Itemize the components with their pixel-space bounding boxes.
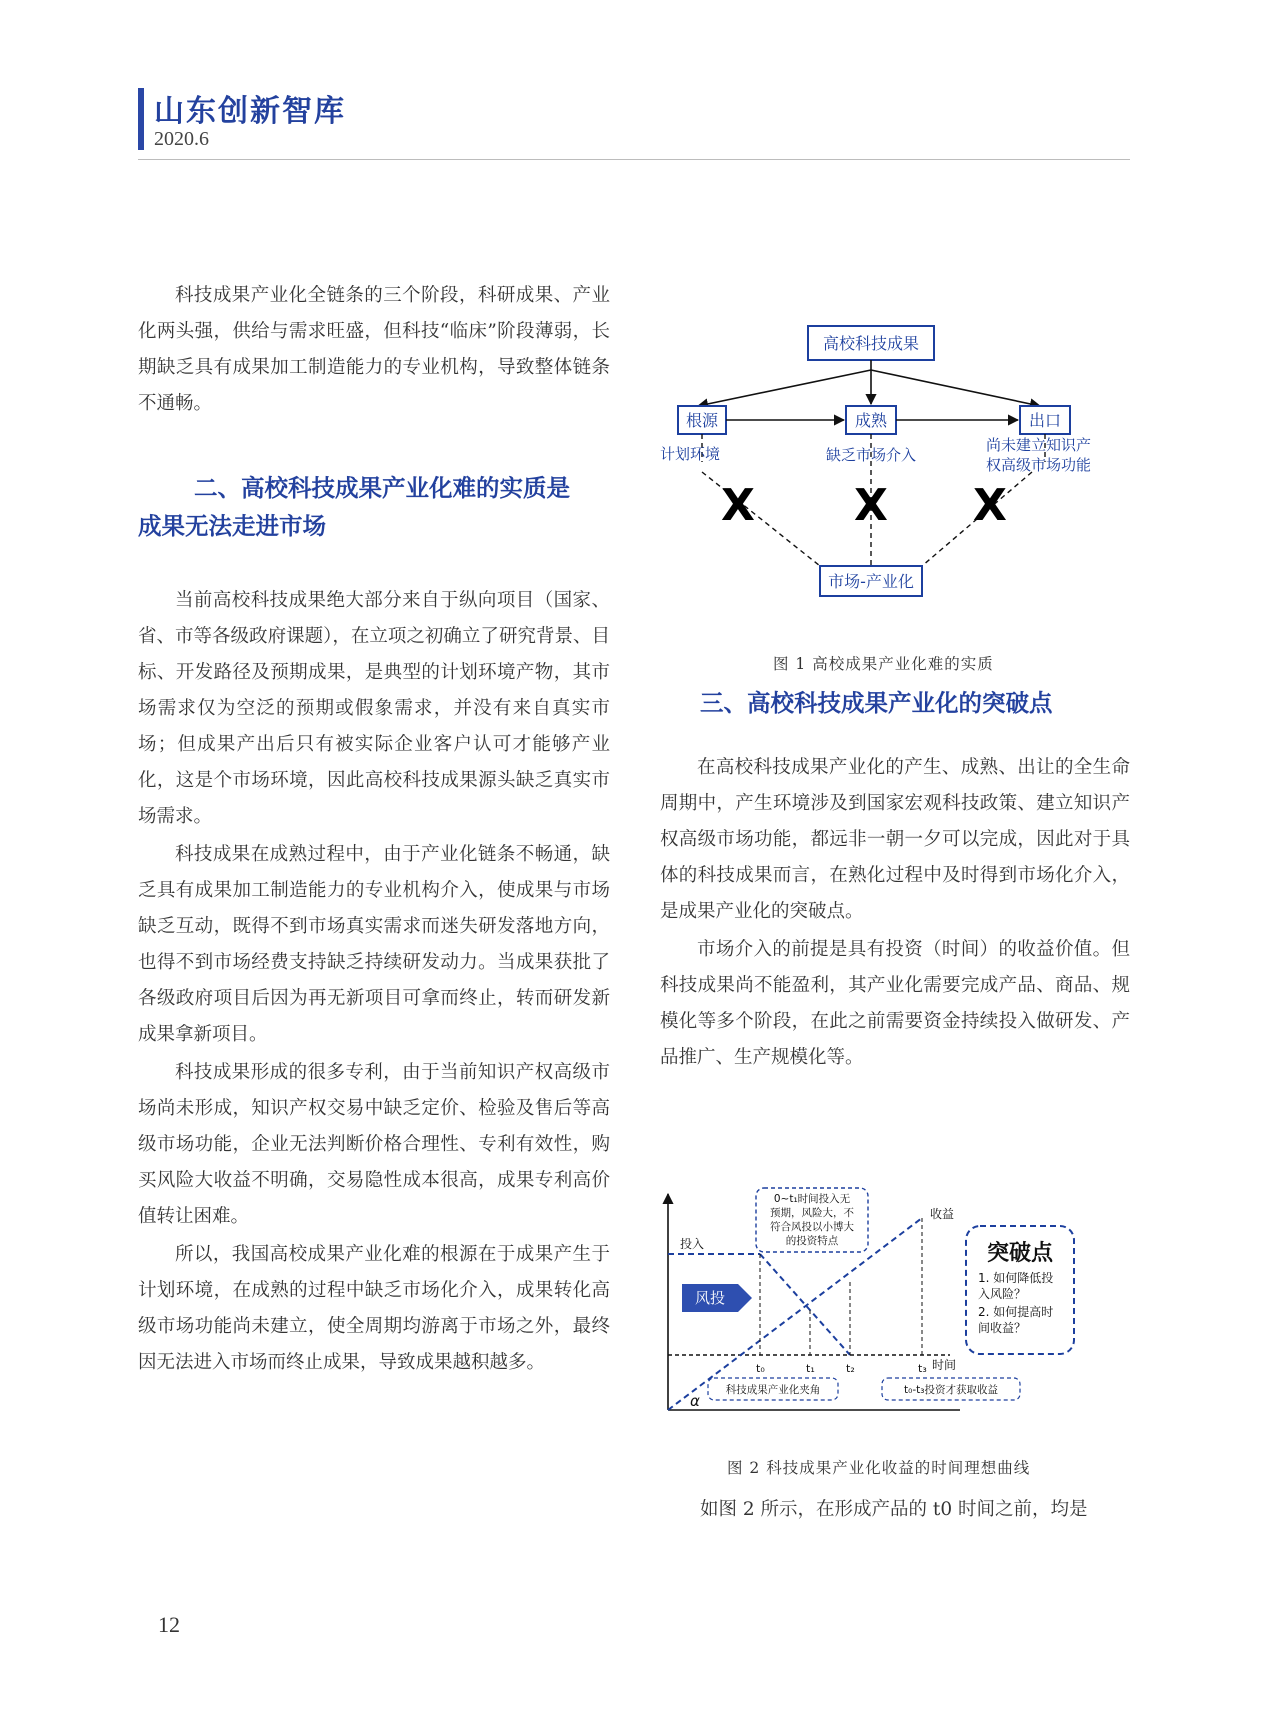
fig2-breakthrough-item: 入风险？ <box>978 1287 1027 1301</box>
section2-heading <box>138 469 618 545</box>
fig2-breakthrough-title: 突破点 <box>986 1241 1054 1266</box>
fig1-label-plan-env: 计划环境 <box>660 445 721 463</box>
section3-heading: 三、高校科技成果产业化的突破点 <box>700 689 1053 717</box>
figure1-diagram <box>660 322 1130 622</box>
paragraph: 市场介入的前提是具有投资（时间）的收益价值。但科技成果尚不能盈利，其产业化需要完成产品、商品、规模化等多个阶段，在此之前需要资金持续投入做研发、产品推广、生产规模化等。 <box>660 939 1130 1068</box>
figure2-caption: 图 2 科技成果产业化收益的时间理想曲线 <box>727 1459 1031 1477</box>
fig2-note-top-line: 0~t₁时间投入无 <box>773 1193 851 1205</box>
fig2-label-investment: 投入 <box>680 1237 705 1251</box>
paragraph: 科技成果形成的很多专利，由于当前知识产权高级市场尚未形成，知识产权交易中缺乏定价、检验及售后等高级市场功能，企业无法判断价格合理性、专利有效性，购买风险大收益不明确，交易隐性成本很高，成果专利高价值转让困难。 <box>138 1062 610 1227</box>
fig2-label-time: 时间 <box>932 1358 957 1372</box>
paragraph: 所以，我国高校成果产业化难的根源在于成果产生于计划环境，在成熟的过程中缺乏市场化介入，成果转化高级市场功能尚未建立，使全周期均游离于市场之外，最终因无法进入市场而终止成果，导致成果越积越多。 <box>138 1244 610 1373</box>
fig2-tick-t1: t₁ <box>806 1362 815 1375</box>
section2-heading-line2: 成果无法走进市场 <box>138 512 326 540</box>
paragraph: 科技成果在成熟过程中，由于产业化链条不畅通，缺乏具有成果加工制造能力的专业机构介入，使成果与市场缺乏互动，既得不到市场真实需求而迷失研发落地方向，也得不到市场经费支持缺乏持续研发动力。当成果获批了各级政府项目后因为再无新项目可拿而终止，转而研发新成果拿新项目。 <box>138 844 610 1045</box>
fig2-angle-note-label: 科技成果产业化夹角 <box>725 1384 821 1396</box>
right-column-last-line: 如图 2 所示，在形成产品的 t0 时间之前，均是 <box>700 1499 1088 1520</box>
right-column-body <box>660 750 1130 1078</box>
header-accent-bar <box>138 88 144 150</box>
fig1-label-lack-market: 缺乏市场介入 <box>826 446 917 464</box>
left-column-body <box>138 583 610 1383</box>
fig1-node-root-label: 根源 <box>685 411 719 430</box>
page-number: 12 <box>158 1612 180 1637</box>
fig2-returns-note-label: t₀-t₃投资才获取收益 <box>904 1384 998 1396</box>
fig2-angle-symbol: α <box>690 1392 700 1410</box>
section2-heading-line1: 二、高校科技成果产业化难的实质是 <box>194 474 570 502</box>
fig2-tick-t2: t₂ <box>846 1362 855 1375</box>
fig1-bottom-box-label: 市场-产业化 <box>828 572 914 591</box>
fig1-cross-mark-left: X <box>721 480 755 531</box>
paragraph: 科技成果产业化全链条的三个阶段，科研成果、产业化两头强，供给与需求旺盛，但科技“临床”阶段薄弱，长期缺乏具有成果加工制造能力的专业机构，导致整体链条不通畅。 <box>138 285 610 414</box>
fig2-breakthrough-item: 1. 如何降低投 <box>978 1271 1054 1285</box>
fig2-tick-t0: t₀ <box>756 1362 765 1375</box>
journal-title: 山东创新智库 <box>154 94 346 129</box>
fig1-top-box-label: 高校科技成果 <box>822 334 920 353</box>
issue-date: 2020.6 <box>154 128 209 150</box>
fig1-cross-mark-right: X <box>973 480 1007 531</box>
fig1-label-ip-line2: 权高级市场功能 <box>986 456 1092 474</box>
fig1-cross-mark-mid: X <box>854 480 888 531</box>
header-divider <box>138 159 1130 160</box>
fig1-node-exit-label: 出口 <box>1028 411 1062 430</box>
paragraph: 在高校科技成果产业化的产生、成熟、出让的全生命周期中，产生环境涉及到国家宏观科技政策、建立知识产权高级市场功能，都远非一朝一夕可以完成，因此对于具体的科技成果而言，在熟化过程中及时得到市场化介入，是成果产业化的突破点。 <box>660 757 1130 922</box>
fig1-label-ip-line1: 尚未建立知识产 <box>986 436 1092 454</box>
fig2-tick-t3: t₃ <box>918 1362 927 1375</box>
fig1-node-mature-label: 成熟 <box>854 411 888 430</box>
figure1-caption: 图 1 高校成果产业化难的实质 <box>773 655 994 673</box>
fig2-label-income: 收益 <box>930 1207 955 1221</box>
fig2-note-top-line: 的投资特点 <box>785 1235 839 1247</box>
paragraph: 当前高校科技成果绝大部分来自于纵向项目（国家、省、市等各级政府课题），在立项之初确立了研究背景、目标、开发路径及预期成果，是典型的计划环境产物，其市场需求仅为空泛的预期或假象需求，并没有来自真实市场；但成果产出后只有被实际企业客户认可才能够产业化，这是个市场环境，因此高校科技成果源头缺乏真实市场需求。 <box>138 590 610 827</box>
left-column-intro <box>138 278 610 422</box>
fig2-note-top-line: 符合风投以小博大 <box>770 1221 854 1233</box>
fig2-note-top-line: 预期，风险大，不 <box>770 1207 854 1219</box>
fig2-breakthrough-item: 2. 如何提高时 <box>978 1305 1054 1319</box>
fig2-risk-tag-label: 风投 <box>694 1289 726 1307</box>
figure2-chart <box>660 1182 1130 1432</box>
fig2-breakthrough-item: 间收益？ <box>978 1321 1027 1335</box>
